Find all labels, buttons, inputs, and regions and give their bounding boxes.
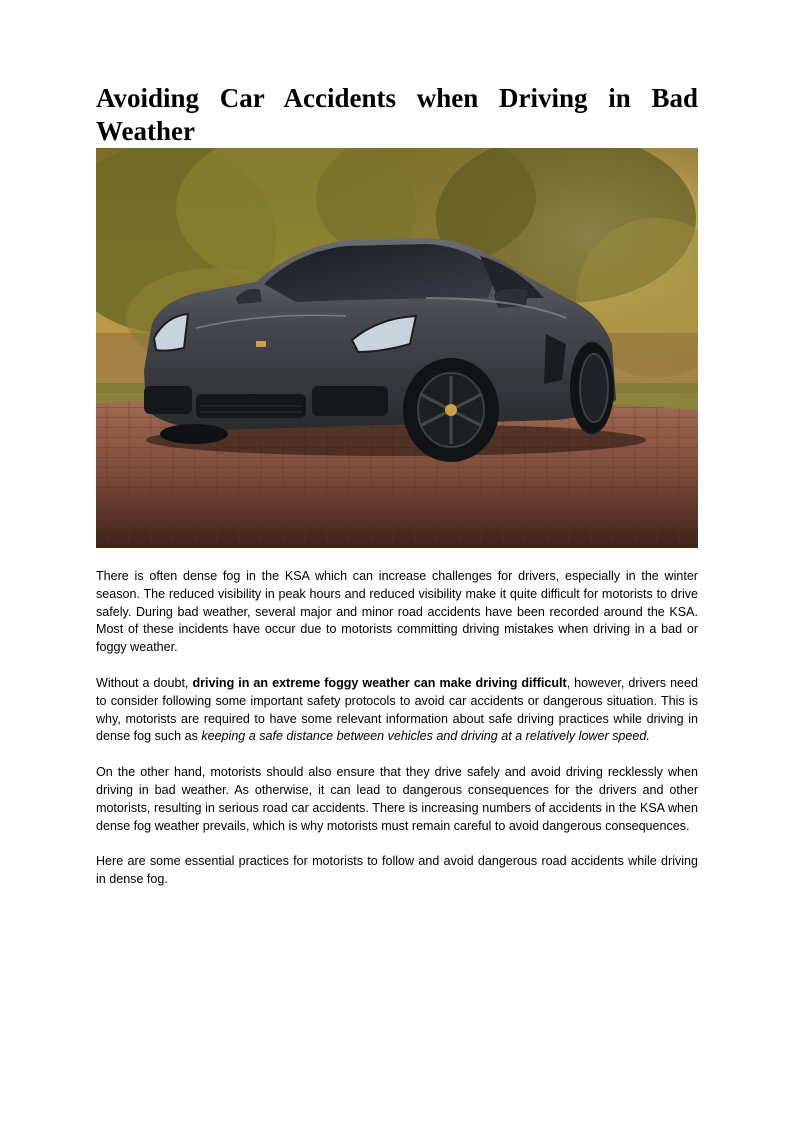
paragraph-1: There is often dense fog in the KSA which can increase challenges for drivers, especially in the winter season. The reduced visibility in peak hours and reduced visibility make it quite difficult for motorists to drive safely. During bad weather, several major and minor road accidents have been recorded around the KSA. Most of these incidents have occur due to motorists committing driving mistakes when driving in a bad or foggy weather. [96,569,698,655]
car-photo [96,148,698,548]
paragraph-2-bold-phrase: driving in an extreme foggy weather can make driving difficult [192,675,567,690]
paragraph-2 [96,675,698,746]
paragraph-2-middle: , however, drivers need to consider following some important safety protocols to avoid car accidents or dangerous situation. This is why, motorists are required to have some relevant information about safe driving practices while driving in dense fog such as [96,675,698,744]
article-body [96,568,698,907]
paragraph-2-intro: Without a doubt, [96,675,193,690]
paragraph-3: On the other hand, motorists should also ensure that they drive safely and avoid driving recklessly when driving in bad weather. As otherwise, it can lead to dangerous consequences for the drivers and other motorists, resulting in serious road car accidents. There is increasing numbers of accidents in the KSA when dense fog weather prevails, which is why motorists must remain careful to avoid dangerous consequences. [96,765,698,833]
article-title: Avoiding Car Accidents when Driving in Bad Weather [96,83,698,146]
paragraph-2-italic-phrase: keeping a safe distance between vehicles and driving at a relatively lower speed. [201,729,650,744]
paragraph-4: Here are some essential practices for motorists to follow and avoid dangerous road accidents while driving in dense fog. [96,854,698,887]
